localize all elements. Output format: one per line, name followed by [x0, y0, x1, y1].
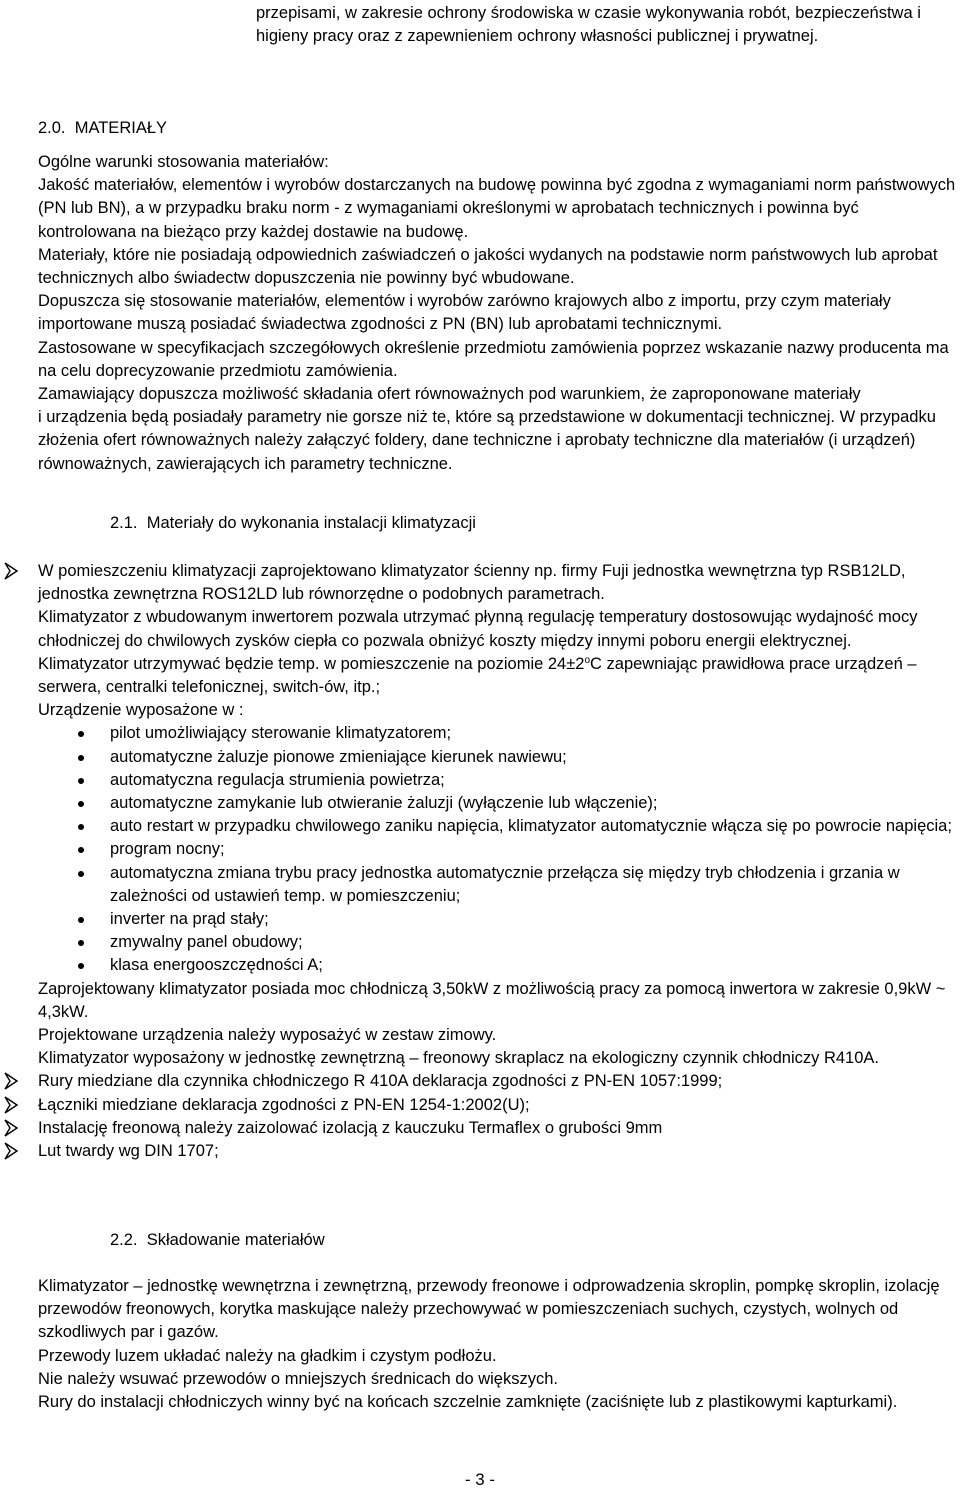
- temp-text: Klimatyzator utrzymywać będzie temp. w pomieszczenie na poziomie 24±2: [38, 654, 585, 673]
- paragraph: Zaprojektowany klimatyzator posiada moc chłodniczą 3,50kW z możliwością pracy za pomocą inwertora w zakresie 0,9kW ~ 4,3kW.: [38, 979, 946, 1021]
- arrow-bullet-icon: [2, 1140, 20, 1162]
- section-heading-ac-materials: [110, 512, 476, 535]
- list-item: klasa energooszczędności A;: [0, 954, 960, 977]
- list-item: zmywalny panel obudowy;: [0, 931, 960, 954]
- section-title: Składowanie materiałów: [146, 1231, 325, 1249]
- bullet-icon: [78, 963, 84, 969]
- paragraph: Zamawiający dopuszcza możliwość składania ofert równoważnych pod warunkiem, że zaproponowane materiały: [38, 385, 861, 404]
- arrow-list-item: Lut twardy wg DIN 1707;: [0, 1140, 960, 1163]
- intro-paragraph: [256, 2, 946, 48]
- list-item: pilot umożliwiający sterowanie klimatyzatorem;: [0, 722, 960, 745]
- section-heading-materials: [38, 117, 167, 140]
- paragraph: Materiały, które nie posiadają odpowiednich zaświadczeń o jakości wydanych na podstawie norm państwowych lub aprobat technicznych albo świadectw dopuszczenia nie powinny być wbudowane.: [38, 245, 938, 288]
- section-title: Materiały do wykonania instalacji klimatyzacji: [146, 514, 476, 532]
- section-number: 2.2.: [110, 1231, 138, 1249]
- section-heading-storage: [110, 1229, 325, 1252]
- bullet-icon: [78, 824, 84, 830]
- after-list-paragraphs: [0, 978, 960, 1071]
- bullet-icon: [78, 801, 84, 807]
- list-item: inverter na prąd stały;: [0, 908, 960, 931]
- bullet-icon: [78, 731, 84, 737]
- arrow-bullet-icon: [2, 1070, 20, 1092]
- paragraph: Klimatyzator – jednostkę wewnętrzna i zewnętrzną, przewody freonowe i odprowadzenia skroplin, pompkę skroplin, izolację przewodów freonowych, korytka maskujące należy przechowywać w pomieszczeniach suchych, czystych, wolnych od szkodliwych par i gazów.: [38, 1277, 940, 1342]
- paragraph: Nie należy wsuwać przewodów o mniejszych średnicach do większych.: [38, 1369, 558, 1388]
- list-item: automatyczna zmiana trybu pracy jednostka automatycznie przełącza się między tryb chłodzenia i grzania w zależności od ustawień temp. w pomieszczeniu;: [0, 862, 960, 908]
- paragraph: Jakość materiałów, elementów i wyrobów dostarczanych na budowę powinna być zgodna z wymaganiami norm państwowych (PN lub BN), a w przypadku braku norm - z wymaganiami określonymi w aprobatach technicznych i powinna być kontrolowana na bieżąco przy każdej dostawie na budowę.: [38, 176, 956, 241]
- intro-line: higieny pracy oraz z zapewnieniem ochrony własności publicznej i prywatnej.: [256, 27, 819, 46]
- paragraph: Przewody luzem układać należy na gładkim i czystym podłożu.: [38, 1346, 497, 1365]
- arrow-list-item: Łączniki miedziane deklaracja zgodności z PN-EN 1254-1:2002(U);: [0, 1094, 960, 1117]
- page-number: - 3 -: [464, 1470, 496, 1489]
- bullet-icon: [78, 871, 84, 877]
- arrow-list-item: Instalację freonową należy zaizolować izolacją z kauczuku Termaflex o grubości 9mm: [0, 1117, 960, 1140]
- section-number: 2.0.: [38, 119, 66, 137]
- bullet-icon: [78, 917, 84, 923]
- arrow-bullet-icon: [2, 1117, 20, 1139]
- general-conditions: [38, 151, 958, 476]
- arrow-list-item: Rury miedziane dla czynnika chłodniczego R 410A deklaracja zgodności z PN-EN 1057:1999;: [0, 1070, 960, 1093]
- paragraph: Klimatyzator z wbudowanym inwertorem pozwala utrzymać płynną regulację temperatury dostosowując wydajność mocy chłodniczej do chwilowych zysków ciepła co pozwala obniżyć koszty między innymi poboru energii elektrycznej.: [38, 608, 918, 650]
- list-item: automatyczna regulacja strumienia powietrza;: [0, 769, 960, 792]
- arrow-list-item: [0, 560, 960, 722]
- paragraph: i urządzenia będą posiadały parametry nie gorsze niż te, które są przedstawione w dokumentacji technicznej. W przypadku złożenia ofert równoważnych należy załączyć foldery, dane techniczne i aprobaty techniczne dla materiałów (i urządzeń) równoważnych, zawierających ich parametry techniczne.: [38, 408, 936, 473]
- paragraph: Dopuszcza się stosowanie materiałów, elementów i wyrobów zarówno krajowych albo z importu, przy czym materiały importowane muszą posiadać świadectwa zgodności z PN (BN) lub aprobatami technicznymi.: [38, 292, 891, 334]
- bullet-icon: [78, 778, 84, 784]
- general-heading: Ogólne warunki stosowania materiałów:: [38, 153, 329, 171]
- arrow-bullet-icon: [2, 560, 20, 582]
- paragraph: Zastosowane w specyfikacjach szczegółowych określenie przedmiotu zamówienia poprzez wskazanie nazwy producenta ma na celu doprecyzowanie przedmiotu zamówienia.: [38, 338, 949, 380]
- paragraph: Klimatyzator wyposażony w jednostkę zewnętrzną – freonowy skraplacz na ekologiczny czynnik chłodniczy R410A.: [38, 1049, 879, 1068]
- section-number: 2.1.: [110, 514, 138, 532]
- list-item: program nocny;: [0, 838, 960, 861]
- equipment-list: [0, 722, 960, 977]
- paragraph: [38, 653, 960, 699]
- intro-line: przepisami, w zakresie ochrony środowiska w czasie wykonywania robót, bezpieczeństwa i: [256, 4, 921, 22]
- bullet-icon: [78, 755, 84, 761]
- section-title: MATERIAŁY: [74, 119, 167, 137]
- degree-mark: o: [584, 654, 591, 666]
- paragraph: Projektowane urządzenia należy wyposażyć w zestaw zimowy.: [38, 1026, 497, 1045]
- list-item: automatyczne żaluzje pionowe zmieniające kierunek nawiewu;: [0, 746, 960, 769]
- list-item: auto restart w przypadku chwilowego zaniku napięcia, klimatyzator automatycznie włącza się po powrocie napięcia;: [0, 815, 960, 838]
- arrow-bullet-icon: [2, 1094, 20, 1116]
- paragraph: W pomieszczeniu klimatyzacji zaprojektowano klimatyzator ścienny np. firmy Fuji jednostka wewnętrzna typ RSB12LD, jednostka zewnętrzna ROS12LD lub równorzędne o podobnych parametrach.: [38, 562, 906, 604]
- bullet-icon: [78, 847, 84, 853]
- storage-paragraphs: [38, 1275, 958, 1414]
- temp-text: C zapewniając prawidłowa prace urządzeń – serwera, centralki telefonicznej, switch-ów, itp.;: [38, 654, 917, 697]
- equipment-label: Urządzenie wyposażone w :: [38, 701, 244, 720]
- ac-materials: [0, 560, 960, 1163]
- bullet-icon: [78, 940, 84, 946]
- paragraph: Rury do instalacji chłodniczych winny być na końcach szczelnie zamknięte (zaciśnięte lub z plastikowymi kapturkami).: [38, 1393, 898, 1412]
- list-item: automatyczne zamykanie lub otwieranie żaluzji (wyłączenie lub włączenie);: [0, 792, 960, 815]
